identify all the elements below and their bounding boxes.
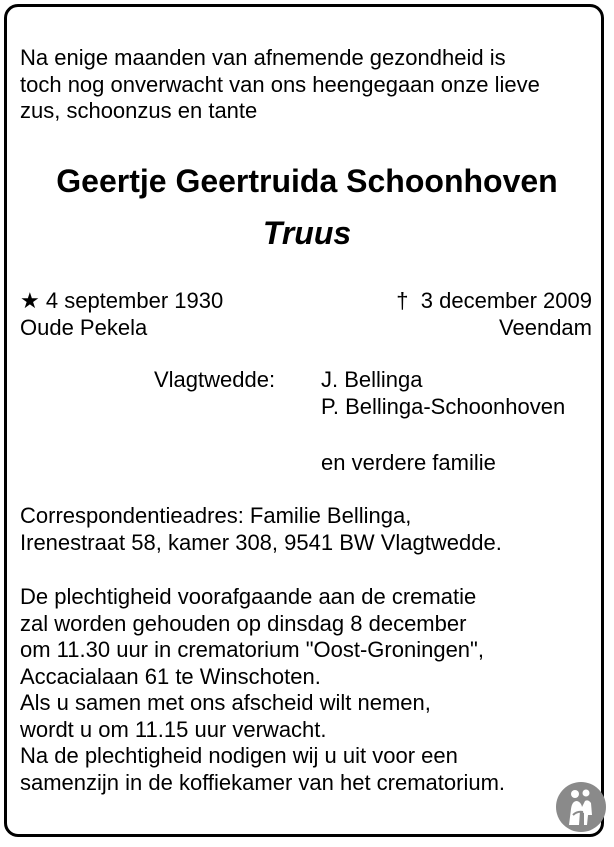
intro-line: toch nog onverwacht van ons heengegaan onze lieve xyxy=(20,71,540,97)
birth-date: 4 september 1930 xyxy=(45,288,224,313)
family-members xyxy=(321,367,565,420)
death-date: 3 december 2009 xyxy=(420,288,592,313)
ceremony-line: samenzijn in de koffiekamer van het crematorium. xyxy=(20,769,506,795)
family-member: J. Bellinga xyxy=(321,367,423,392)
ceremony-line: Accacialaan 61 te Winschoten. xyxy=(20,663,321,689)
ceremony-line: om 11.30 uur in crematorium "Oost-Groningen", xyxy=(20,637,484,662)
ceremony-line: wordt u om 11.15 uur verwacht. xyxy=(20,716,327,742)
family-member: P. Bellinga-Schoonhoven xyxy=(321,393,566,419)
correspondence-line: Irenestraat 58, kamer 308, 9541 BW Vlagtwedde. xyxy=(20,529,502,555)
correspondence-line: Correspondentieadres: Familie Bellinga, xyxy=(20,503,412,528)
ceremony-text xyxy=(20,584,505,796)
birth-place: Oude Pekela xyxy=(20,314,148,340)
star-icon: ★ xyxy=(20,288,40,313)
death-place: Veendam xyxy=(499,314,592,340)
intro-text xyxy=(20,45,540,125)
ceremony-line: Na de plechtigheid nodigen wij u uit voor een xyxy=(20,743,458,768)
death-info xyxy=(396,288,592,341)
birth-info xyxy=(20,288,223,341)
deceased-name: Geertje Geertruida Schoonhoven xyxy=(56,163,558,199)
intro-line: zus, schoonzus en tante xyxy=(20,98,258,123)
ceremony-line: De plechtigheid voorafgaande aan de crematie xyxy=(20,584,477,609)
intro-line: Na enige maanden van afnemende gezondheid is xyxy=(20,45,506,70)
further-family: en verdere familie xyxy=(321,450,496,475)
correspondence-address xyxy=(20,503,502,556)
cross-icon: † xyxy=(396,288,409,313)
deceased-nickname: Truus xyxy=(262,215,352,251)
family-location: Vlagtwedde: xyxy=(154,367,276,392)
ceremony-line: zal worden gehouden op dinsdag 8 december xyxy=(20,610,467,636)
ceremony-line: Als u samen met ons afscheid wilt nemen, xyxy=(20,690,431,715)
people-together-icon xyxy=(555,781,607,833)
